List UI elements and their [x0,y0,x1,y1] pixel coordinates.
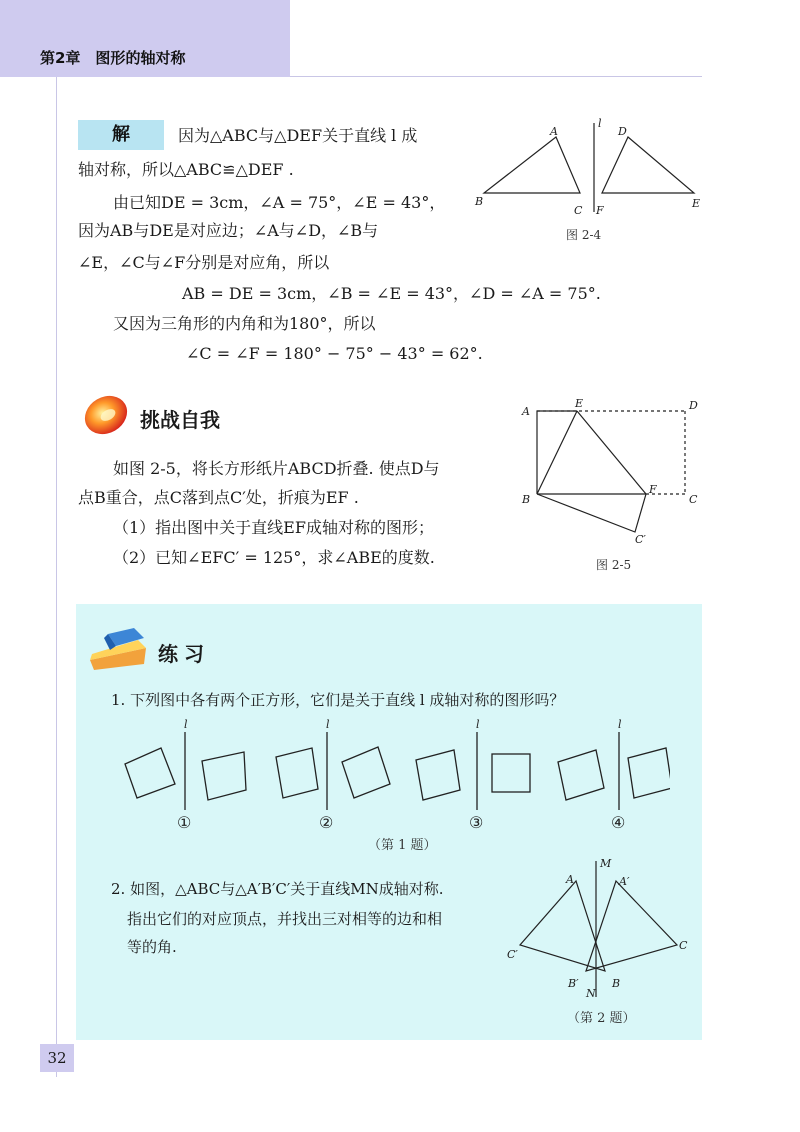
fig24-label-c: C [574,204,583,217]
q1-mark-1: ① [177,813,192,832]
q1-pair-2 [276,718,390,832]
challenge-icon [80,388,132,438]
question-2-line-3: 等的角. [127,938,177,956]
practice-icon [86,624,152,674]
fig24-triangle-def [602,137,694,193]
solution-line-6: AB = DE = 3cm，∠B = ∠E = 43°，∠D = ∠A = 75°. [182,284,601,303]
challenge-line-4: （2）已知∠EFC′ = 125°，求∠ABE的度数. [113,548,435,567]
fig25-label-b: B [522,493,531,506]
q1-line-label-3: l [476,718,480,731]
solution-badge: 解 [78,120,164,150]
q2-label-a: A [566,873,574,886]
q2-caption: （第 2 题） [567,1011,636,1026]
margin-line [56,77,57,1077]
figure-2-5 [515,395,710,550]
challenge-line-1: 如图 2-5，将长方形纸片ABCD折叠. 使点D与 [113,459,440,478]
fig24-label-f: F [596,204,604,217]
fig25-label-f: F [649,483,657,496]
fig25-label-d: D [689,399,698,412]
fig24-label-e: E [692,197,701,210]
fig24-label-b: B [475,195,484,208]
fig25-segment-be [537,411,577,494]
challenge-title: 挑战自我 [140,408,220,432]
solution-line-4: 因为AB与DE是对应边；∠A与∠D，∠B与 [78,221,379,240]
q1-mark-2: ② [319,813,334,832]
solution-line-7: 又因为三角形的内角和为180°，所以 [113,314,376,333]
fig24-label-l: l [598,117,602,130]
q2-label-b-prime: B′ [568,977,579,990]
fig25-label-e: E [575,397,584,410]
challenge-line-3: （1）指出图中关于直线EF成轴对称的图形； [113,518,434,537]
solution-line-3: 由已知DE = 3cm，∠A = 75°，∠E = 43°， [113,193,446,212]
challenge-line-2: 点B重合，点C落到点C′处，折痕为EF . [78,488,359,507]
fig24-label-d: D [618,125,627,138]
question-2-line-2: 指出它们的对应顶点，并找出三对相等的边和相 [127,910,443,928]
fig25-caption: 图 2-5 [596,558,632,572]
solution-line-5: ∠E，∠C与∠F分别是对应角，所以 [78,253,330,272]
q1-pair-1 [125,718,246,832]
fig25-crease-ef [577,411,646,494]
q1-mark-4: ④ [611,813,626,832]
chapter-title: 第2章 图形的轴对称 [40,49,186,67]
q2-label-a-prime: A′ [619,875,630,888]
q2-figure [500,855,700,1005]
fig25-label-a: A [522,405,530,418]
q2-label-b: B [612,977,621,990]
q1-line-label-2: l [326,718,330,731]
solution-line-2: 轴对称，所以△ABC≌△DEF . [78,160,294,179]
figure-2-4 [470,115,710,225]
q1-figure [110,712,670,834]
q2-label-m: M [600,857,612,870]
q1-line-label-1: l [184,718,188,731]
practice-title: 练习 [158,642,210,666]
fig24-label-a: A [550,125,558,138]
fig24-caption: 图 2-4 [566,228,602,242]
fig25-label-c-prime: C′ [635,533,646,546]
question-1-text: 1. 下列图中各有两个正方形，它们是关于直线 l 成轴对称的图形吗？ [111,691,565,709]
page-number: 32 [40,1044,74,1072]
q2-label-c-prime: C′ [507,948,518,961]
q2-triangle-a1b1c1 [520,881,605,971]
q1-pair-4 [558,718,670,832]
q1-mark-3: ③ [469,813,484,832]
q1-caption: （第 1 题） [368,838,437,853]
fig24-triangle-abc [484,137,580,193]
q2-triangle-abc [586,881,677,971]
solution-line-1: 因为△ABC与△DEF关于直线 l 成 [178,126,418,145]
q1-line-label-4: l [618,718,622,731]
question-2-line-1: 2. 如图，△ABC与△A′B′C′关于直线MN成轴对称. [111,880,444,898]
q2-label-n: N [586,987,596,1000]
fig25-label-c: C [689,493,698,506]
fig25-folded-part [537,494,646,532]
solution-line-8: ∠C = ∠F = 180° − 75° − 43° = 62°. [186,344,483,363]
header-divider [290,76,702,77]
q1-pair-3 [416,718,530,832]
q2-label-c: C [679,939,688,952]
